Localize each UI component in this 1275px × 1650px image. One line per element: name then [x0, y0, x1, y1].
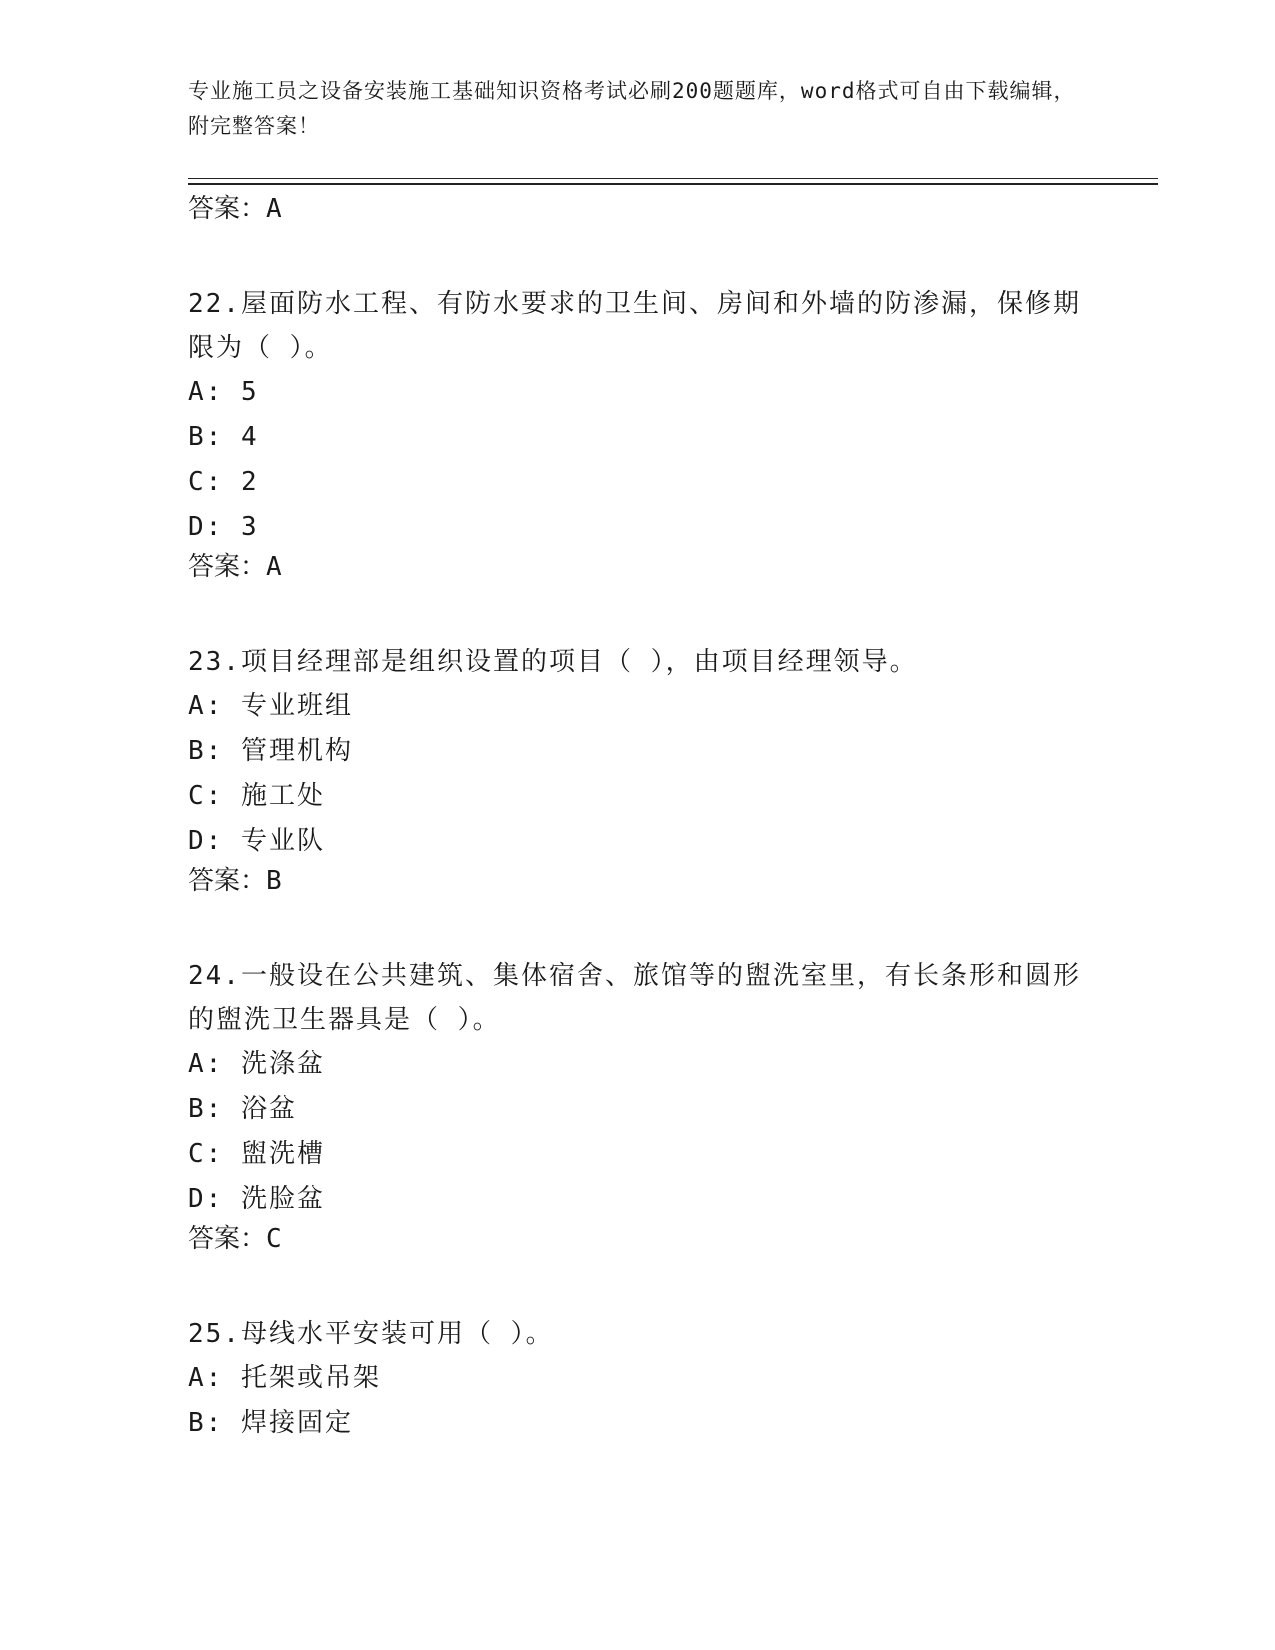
option-b: B: 4: [188, 422, 259, 452]
header-divider-thin: [188, 178, 1158, 179]
option-d: D: 洗脸盆: [188, 1184, 325, 1214]
answer-value: A: [266, 552, 282, 582]
question-stem: 23.项目经理部是组织设置的项目（ ），由项目经理领导。: [188, 647, 918, 677]
option-d: D: 专业队: [188, 826, 325, 856]
answer-label: 答案：: [188, 1224, 267, 1254]
question-24: [188, 954, 1088, 1256]
answer-line: [188, 864, 1088, 898]
header-divider-thick: [188, 183, 1158, 185]
option-a: A: 洗涤盆: [188, 1049, 325, 1079]
option-c: C: 施工处: [188, 781, 325, 811]
answer-value: C: [266, 1224, 282, 1254]
question-stem: 24.一般设在公共建筑、集体宿舍、旅馆等的盥洗室里，有长条形和圆形的盥洗卫生器具是（ ）。: [188, 961, 1081, 1035]
answer-line: [188, 1222, 1088, 1256]
question-stem: 22.屋面防水工程、有防水要求的卫生间、房间和外墙的防渗漏，保修期限为（ ）。: [188, 289, 1081, 363]
answer-line: [188, 550, 1088, 584]
answer-label: 答案：: [188, 866, 267, 896]
question-22: [188, 282, 1088, 584]
option-a: A: 5: [188, 377, 259, 407]
option-b: B: 浴盆: [188, 1094, 297, 1124]
option-a: A: 托架或吊架: [188, 1363, 381, 1393]
answer-value: A: [266, 194, 282, 224]
question-list: [188, 192, 1088, 1446]
document-header: 专业施工员之设备安装施工基础知识资格考试必刷200题题库，word格式可自由下载编辑，附完整答案！: [188, 79, 1076, 138]
answer-value: B: [266, 866, 282, 896]
option-d: D: 3: [188, 512, 259, 542]
option-c: C: 2: [188, 467, 259, 497]
question-23: [188, 640, 1088, 898]
answer-label: 答案：: [188, 552, 267, 582]
question-stem: 25.母线水平安装可用（ ）。: [188, 1319, 554, 1349]
option-b: B: 管理机构: [188, 736, 353, 766]
answer-line: [188, 192, 1088, 226]
option-a: A: 专业班组: [188, 691, 353, 721]
option-c: C: 盥洗槽: [188, 1139, 325, 1169]
option-b: B: 焊接固定: [188, 1408, 353, 1438]
question-25: [188, 1312, 1088, 1446]
answer-label: 答案：: [188, 194, 267, 224]
